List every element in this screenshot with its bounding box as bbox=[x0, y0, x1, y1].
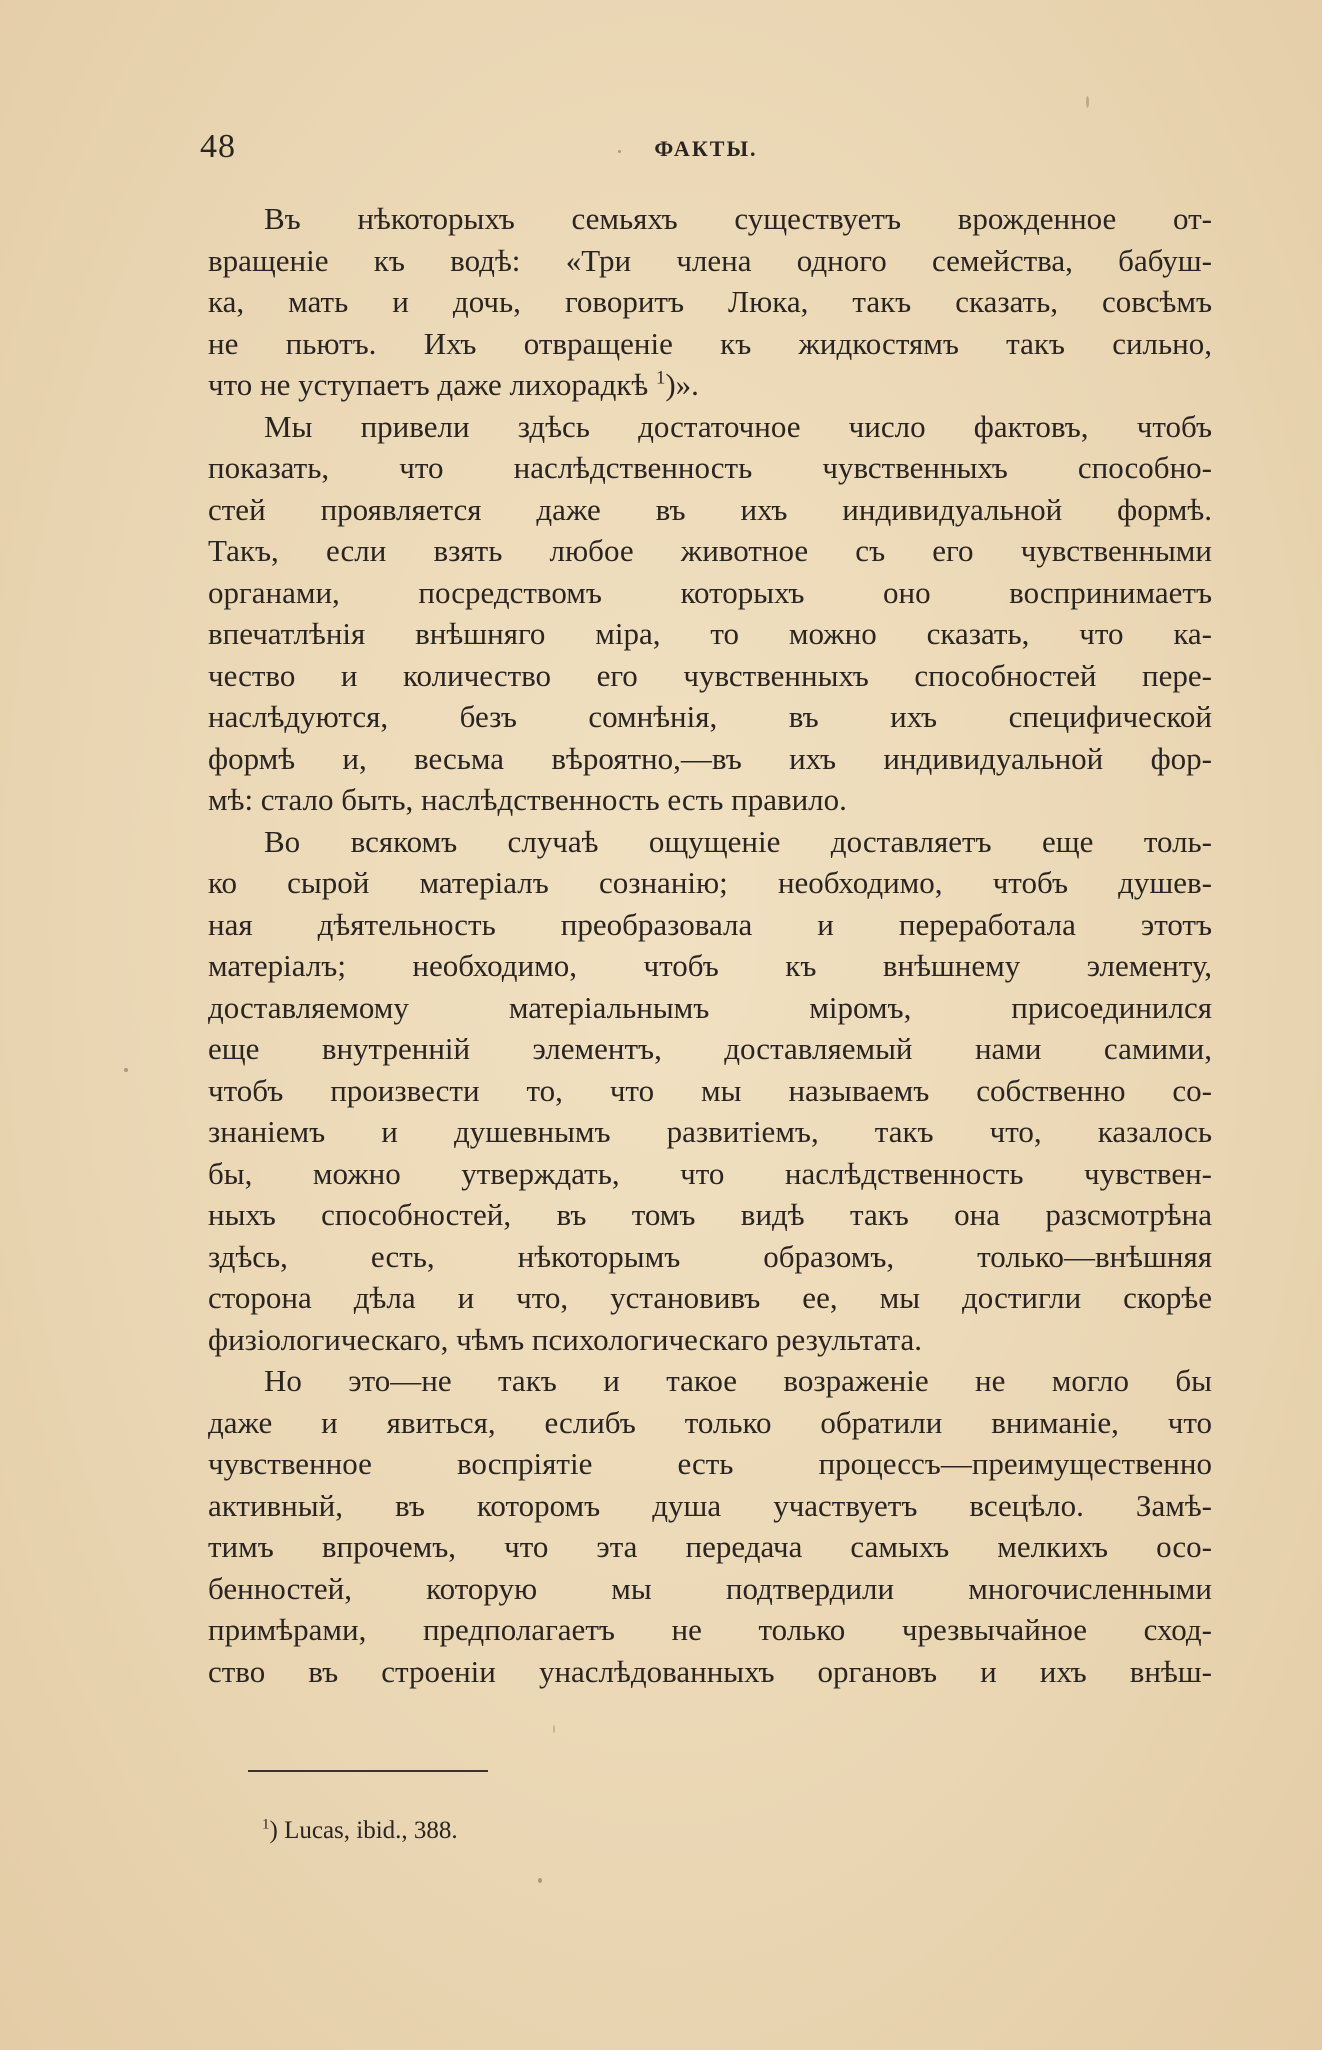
text-line: органами, посредствомъ которыхъ оно воспринимаетъ bbox=[208, 574, 1212, 610]
paper-speck bbox=[553, 1725, 555, 1733]
text-line: Во всякомъ случаѣ ощущеніе доставляетъ еще толь- bbox=[264, 823, 1212, 859]
footnote-marker: 1 bbox=[262, 1816, 270, 1833]
text-line: чтобъ произвести то, что мы называемъ собственно со- bbox=[208, 1072, 1212, 1108]
text-line: матеріалъ; необходимо, чтобъ къ внѣшнему элементу, bbox=[208, 948, 1212, 983]
text-line: Въ нѣкоторыхъ семьяхъ существуетъ врожденное от- bbox=[264, 201, 1212, 236]
text-line: ная дѣятельность преобразовала и переработала этотъ bbox=[208, 906, 1212, 942]
running-head bbox=[200, 128, 1212, 168]
paper-speck bbox=[538, 1878, 542, 1883]
text-line: показать, что наслѣдственность чувственныхъ способно- bbox=[208, 450, 1212, 485]
text-line: ство въ строеніи унаслѣдованныхъ органовъ и ихъ внѣш- bbox=[208, 1653, 1212, 1689]
text-line: Мы привели здѣсь достаточное число фактовъ, чтобъ bbox=[264, 408, 1212, 444]
text-line: ка, мать и дочь, говоритъ Люка, такъ сказать, совсѣмъ bbox=[208, 284, 1212, 319]
text-line: сторона дѣла и что, установивъ ее, мы достигли скорѣе bbox=[208, 1280, 1212, 1315]
text-line: тимъ впрочемъ, что эта передача самыхъ мелкихъ осо- bbox=[208, 1529, 1212, 1564]
text-line: физіологическаго, чѣмъ психологическаго результата. bbox=[208, 1321, 923, 1357]
paper-speck bbox=[124, 1068, 128, 1072]
text-line bbox=[208, 364, 1212, 406]
text-line: здѣсь, есть, нѣкоторымъ образомъ, только—внѣшняя bbox=[208, 1238, 1212, 1274]
text-line: примѣрами, предполагаетъ не только чрезвычайное сход- bbox=[208, 1612, 1212, 1647]
text-line: Но это—не такъ и такое возраженіе не могло бы bbox=[264, 1363, 1212, 1398]
text-line: мѣ: стало быть, наслѣдственность есть правило. bbox=[208, 782, 847, 817]
text-line: вращеніе къ водѣ: «Три члена одного семейства, бабуш- bbox=[208, 242, 1212, 278]
text-line: доставляемому матеріальнымъ міромъ, присоединился bbox=[208, 989, 1212, 1025]
body-text bbox=[208, 198, 1212, 1692]
page-number: 48 bbox=[200, 128, 236, 165]
text-line-segment: что не уступаетъ даже лихорадкѣ bbox=[208, 367, 649, 402]
paper-speck bbox=[1086, 96, 1089, 108]
footnote-text: ) Lucas, ibid., 388. bbox=[269, 1817, 458, 1844]
text-line: впечатлѣнія внѣшняго міра, то можно сказать, что ка- bbox=[208, 616, 1212, 651]
text-line: еще внутренній элементъ, доставляемый нами самими, bbox=[208, 1031, 1212, 1066]
text-line: чувственное воспріятіе есть процессъ—преимущественно bbox=[208, 1446, 1212, 1481]
text-line: активный, въ которомъ душа участвуетъ всецѣло. Замѣ- bbox=[208, 1487, 1212, 1523]
text-line: ко сырой матеріалъ сознанію; необходимо, чтобъ душев- bbox=[208, 865, 1212, 900]
text-line: Такъ, если взять любое животное съ его чувственными bbox=[208, 533, 1212, 568]
text-line: не пьютъ. Ихъ отвращеніе къ жидкостямъ такъ сильно, bbox=[208, 325, 1212, 361]
text-line: чество и количество его чувственныхъ способностей пере- bbox=[208, 657, 1212, 693]
text-line: знаніемъ и душевнымъ развитіемъ, такъ что, казалось bbox=[208, 1114, 1212, 1149]
text-line: формѣ и, весьма вѣроятно,—въ ихъ индивидуальной фор- bbox=[208, 740, 1212, 776]
text-line: бы, можно утверждать, что наслѣдственность чувствен- bbox=[208, 1155, 1212, 1191]
text-line: ныхъ способностей, въ томъ видѣ такъ она разсмотрѣна bbox=[208, 1197, 1212, 1232]
text-line: даже и явиться, еслибъ только обратили вниманіе, что bbox=[208, 1404, 1212, 1440]
footnote-reference: 1 bbox=[656, 367, 666, 389]
text-line: бенностей, которую мы подтвердили многочисленными bbox=[208, 1570, 1212, 1606]
text-line: наслѣдуются, безъ сомнѣнія, въ ихъ специфической bbox=[208, 699, 1212, 734]
text-line-segment: )». bbox=[665, 367, 699, 402]
section-title: ФАКТЫ. bbox=[654, 136, 758, 161]
paper-speck bbox=[618, 150, 621, 153]
text-line: стей проявляется даже въ ихъ индивидуальной формѣ. bbox=[208, 491, 1212, 527]
footnote-divider bbox=[248, 1770, 488, 1772]
footnote bbox=[262, 1815, 458, 1847]
